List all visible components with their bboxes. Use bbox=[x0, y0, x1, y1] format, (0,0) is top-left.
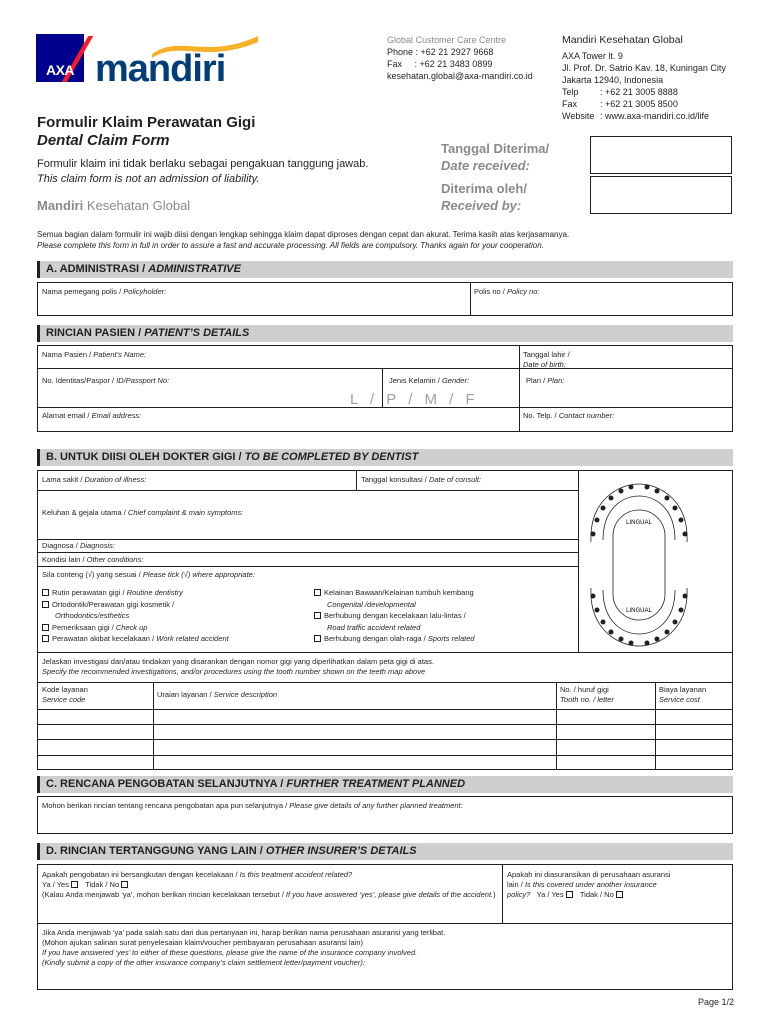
opt-checkup[interactable]: Pemeriksaan gigi / Check up bbox=[42, 622, 229, 634]
mkg-fax-value: : +62 21 3005 8500 bbox=[600, 99, 678, 109]
received-by-label bbox=[441, 180, 527, 214]
checkbox[interactable] bbox=[314, 589, 321, 596]
date-received-en: Date received: bbox=[441, 158, 530, 173]
insured-no[interactable]: Tidak / No bbox=[580, 890, 626, 899]
contact-number-field[interactable]: No. Telp. / Contact number: bbox=[523, 411, 615, 420]
mkg-address-2: Jl. Prof. Dr. Satrio Kav. 18, Kuningan City bbox=[562, 63, 726, 73]
received-by-id: Diterima oleh/ bbox=[441, 181, 527, 196]
date-received-id: Tanggal Diterima/ bbox=[441, 141, 550, 156]
form-title-en: Dental Claim Form bbox=[37, 132, 170, 149]
section-a-box bbox=[37, 282, 733, 316]
service-table-rows[interactable] bbox=[38, 710, 732, 770]
customer-care-email: kesehatan.global@axa-mandiri.co.id bbox=[387, 71, 533, 81]
section-b-title-en: TO BE COMPLETED BY DENTIST bbox=[244, 451, 419, 463]
mkg-address-1: AXA Tower lt. 9 bbox=[562, 51, 623, 61]
mkg-contact-title: Mandiri Kesehatan Global bbox=[562, 34, 683, 46]
diagnosis-field[interactable]: Diagnosa / Diagnosis: bbox=[42, 541, 115, 550]
insurer-name-field[interactable]: Jika Anda menjawab ‘ya’ pada salah satu dari dua pertanyaan ini, harap berikan nama perusahaan asuransi yang terlibat. (Mohon ajukan salinan surat penyelesaian klaim/voucher pembayaran perusahaan asuransi lain) If you have answered ‘yes’ to either of these questions, please give the name of the insurance company involved. (Kindly submit a copy of the other insurance company’s claim settlement letter/payment voucher): bbox=[42, 928, 446, 967]
section-c-title-en: FURTHER TREATMENT PLANNED bbox=[286, 778, 466, 790]
date-received-label bbox=[441, 140, 549, 174]
mkg-telp-label: Telp bbox=[562, 87, 579, 97]
other-insurance-question: Apakah ini diasuransikan di perusahaan asuransi lain / Is this covered under another insurance policy? Ya / Yes Tidak / No bbox=[507, 870, 671, 899]
opt-congenital-en: Congenital /developmental bbox=[327, 599, 416, 609]
liability-note-id: Formulir klaim ini tidak berlaku sebagai pengakuan tanggung jawab. bbox=[37, 158, 369, 170]
customer-care-title: Global Customer Care Centre bbox=[387, 35, 507, 45]
policyholder-field[interactable]: Nama pemegang polis / Policyholder: bbox=[42, 287, 167, 296]
section-d-box bbox=[37, 864, 733, 990]
intro-id: Semua bagian dalam formulir ini wajib diisi dengan lengkap sehingga klaim dapat diproses dengan cepat dan akurat. Terima kasih atas kerjasamanya. bbox=[37, 230, 570, 239]
other-conditions-field[interactable]: Kondisi lain / Other conditions: bbox=[42, 555, 144, 564]
opt-congenital[interactable]: Kelainan Bawaan/Kelainan tumbuh kembang bbox=[314, 587, 475, 599]
id-passport-field[interactable]: No. Identitas/Paspor / ID/Passport No: bbox=[42, 376, 170, 385]
mkg-web-label: Website bbox=[562, 111, 595, 121]
accident-yes[interactable]: Ya / Yes bbox=[42, 880, 81, 889]
checkbox[interactable] bbox=[42, 635, 49, 642]
section-d-title-id: D. RINCIAN TERTANGGUNG YANG LAIN / bbox=[46, 845, 266, 857]
brand-name bbox=[37, 198, 190, 213]
section-d-header bbox=[37, 843, 733, 860]
checkbox[interactable] bbox=[121, 881, 128, 888]
dob-field[interactable]: Tanggal lahir / Date of birth: bbox=[523, 350, 570, 369]
patient-box bbox=[37, 345, 733, 432]
investigation-en: Specify the recommended investigations, and/or procedures using the tooth number shown on the teeth map above bbox=[42, 667, 426, 676]
accident-no[interactable]: Tidak / No bbox=[85, 880, 131, 889]
illness-duration-field[interactable]: Lama sakit / Duration of illness: bbox=[42, 475, 147, 484]
investigation-instructions bbox=[42, 657, 434, 677]
received-by-field[interactable] bbox=[590, 176, 732, 214]
customer-care-fax: Fax : +62 21 3483 0899 bbox=[387, 59, 493, 69]
checkbox[interactable] bbox=[71, 881, 78, 888]
date-received-field[interactable] bbox=[590, 136, 732, 174]
further-treatment-label: Mohon berikan rincian tentang rencana pengobatan apa pun selanjutnya / Please give details of any further planned treatment: bbox=[42, 801, 463, 810]
col-tooth-no: No. / huruf gigi Tooth no. / letter bbox=[560, 685, 614, 704]
axa-logo bbox=[36, 34, 84, 82]
checkbox[interactable] bbox=[314, 635, 321, 642]
mkg-contact bbox=[562, 34, 726, 122]
opt-road-accident[interactable]: Berhubung dengan kecelakaan lalu-lintas / bbox=[314, 610, 475, 622]
customer-care-contact bbox=[387, 34, 533, 82]
opt-routine[interactable]: Rutin perawatan gigi / Routine dentistry bbox=[42, 587, 229, 599]
opt-orthodontics-en: Orthodontics/esthetics bbox=[55, 611, 130, 620]
tooth-map-icon[interactable] bbox=[579, 480, 699, 650]
mkg-web-value: : www.axa-mandiri.co.id/life bbox=[600, 111, 710, 121]
mkg-telp-value: : +62 21 3005 8888 bbox=[600, 87, 678, 97]
mandiri-logo-text: mandiri bbox=[95, 48, 226, 90]
col-service-desc: Uraian layanan / Service description bbox=[157, 690, 278, 699]
investigation-id: Jelaskan investigasi dan/atau tindakan yang disarankan dengan nomor gigi yang diperlihatkan dalam peta gigi di atas. bbox=[42, 657, 434, 666]
patient-title-id: RINCIAN PASIEN / bbox=[46, 327, 145, 339]
patient-name-field[interactable]: Nama Pasien / Patient’s Name: bbox=[42, 350, 147, 359]
patient-title-en: PATIENT’S DETAILS bbox=[144, 327, 250, 339]
checkbox[interactable] bbox=[616, 891, 623, 898]
email-field[interactable]: Alamat email / Email address: bbox=[42, 411, 142, 420]
checkbox[interactable] bbox=[42, 624, 49, 631]
intro-en: Please complete this form in full in order to assure a fast and accurate processing. All fields are compulsory. Thanks again for your cooperation. bbox=[37, 241, 544, 250]
section-a-header bbox=[37, 261, 733, 278]
page-number: Page 1/2 bbox=[697, 997, 734, 1007]
opt-road-accident-en: Road traffic accident related bbox=[327, 622, 421, 632]
brand-name-a: Mandiri bbox=[37, 198, 84, 213]
col-service-code: Kode layanan Service code bbox=[42, 685, 88, 704]
gender-label: Jenis Kelamin / Gender: bbox=[389, 376, 470, 385]
complaint-field[interactable]: Keluhan & gejala utama / Chief complaint & main symptoms: bbox=[42, 508, 244, 517]
further-treatment-field[interactable] bbox=[37, 796, 733, 834]
accident-question: Apakah pengobatan ini bersangkutan dengan kecelakaan / Is this treatment accident related? Ya / Yes Tidak / No (Kalau Anda menjawab ‘ya’, mohon berikan rincian kecelakaan tersebut / If you have answered ‘yes’, please give details of the accident.) bbox=[42, 870, 496, 899]
gender-options[interactable]: L / P / M / F bbox=[350, 391, 479, 408]
checkbox[interactable] bbox=[42, 601, 49, 608]
opt-work-accident[interactable]: Perawatan akibat kecelakaan / Work related accident bbox=[42, 633, 229, 645]
mkg-address-3: Jakarta 12940, Indonesia bbox=[562, 75, 664, 85]
section-b-title-id: B. UNTUK DIISI OLEH DOKTER GIGI / bbox=[46, 451, 245, 463]
checkbox[interactable] bbox=[42, 589, 49, 596]
plan-field[interactable]: Plan / Plan: bbox=[526, 376, 565, 385]
form-title-id: Formulir Klaim Perawatan Gigi bbox=[37, 114, 256, 131]
consult-date-field[interactable]: Tanggal konsultasi / Date of consult: bbox=[361, 475, 482, 484]
mkg-fax-label: Fax bbox=[562, 99, 578, 109]
insured-yes[interactable]: Ya / Yes bbox=[537, 890, 576, 899]
section-c-header bbox=[37, 776, 733, 793]
brand-name-b: Kesehatan Global bbox=[83, 198, 191, 213]
section-a-title-en: ADMINISTRATIVE bbox=[148, 263, 241, 275]
opt-orthodontics[interactable]: Ortodontik/Perawatan gigi kosmetik / bbox=[42, 599, 229, 611]
section-a-title-id: A. ADMINISTRASI / bbox=[46, 263, 149, 275]
axa-logo-text: AXA bbox=[45, 62, 75, 78]
customer-care-phone: Phone : +62 21 2927 9668 bbox=[387, 47, 494, 57]
intro-text bbox=[37, 229, 737, 251]
patient-section-header bbox=[37, 325, 733, 342]
lingual-lower-label: LINGUAL bbox=[626, 608, 652, 614]
received-by-en: Received by: bbox=[441, 198, 522, 213]
col-service-cost: Biaya layanan Service cost bbox=[659, 685, 707, 704]
section-d-title-en: OTHER INSURER’S DETAILS bbox=[265, 845, 417, 857]
liability-note-en: This claim form is not an admission of liability. bbox=[37, 173, 260, 185]
checkbox[interactable] bbox=[314, 612, 321, 619]
lingual-upper-label: LINGUAL bbox=[626, 520, 652, 526]
section-c-title-id: C. RENCANA PENGOBATAN SELANJUTNYA / bbox=[46, 778, 287, 790]
section-b-header bbox=[37, 449, 733, 466]
policy-no-field[interactable]: Polis no / Policy no: bbox=[474, 287, 540, 296]
tick-instruction: Sila conteng (√) yang sesuai / Please tick (√) where appropriate: bbox=[42, 570, 255, 579]
checkbox[interactable] bbox=[566, 891, 573, 898]
opt-sports[interactable]: Berhubung dengan olah-raga / Sports related bbox=[314, 633, 475, 645]
